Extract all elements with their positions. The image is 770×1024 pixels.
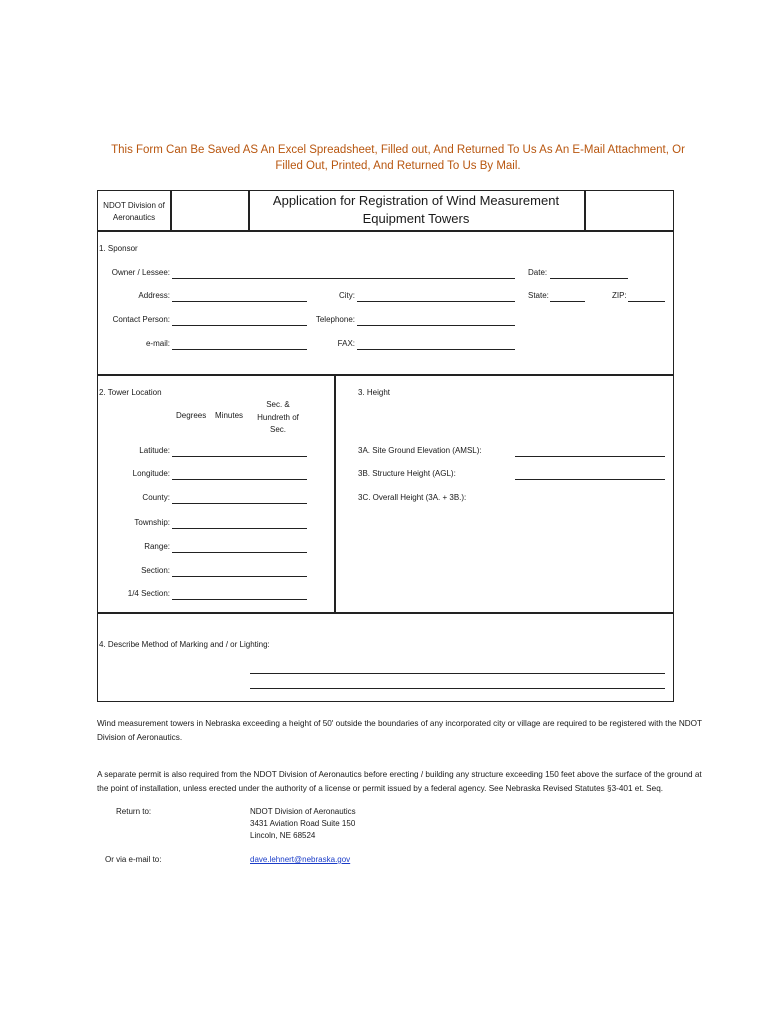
registration-requirement-text: Wind measurement towers in Nebraska exceeding a height of 50' outside the boundaries of any incorporated city or village are required to be registered with the NDOT Division of Aeronautics. <box>97 719 702 742</box>
sponsor-section <box>97 230 674 376</box>
city-label: City: <box>339 291 355 300</box>
email-to-label: Or via e-mail to: <box>105 855 162 864</box>
telephone-field[interactable] <box>357 325 515 326</box>
header-blank-cell <box>170 190 250 232</box>
telephone-label: Telephone: <box>315 315 355 324</box>
county-field[interactable] <box>172 503 307 504</box>
address-field[interactable] <box>172 301 307 302</box>
permit-requirement-text: A separate permit is also required from the NDOT Division of Aeronautics before erecting / building any structure exceeding 150 feet above the surface of the ground at the point of installation, unless erected under the authority of a license or permit issued by a federal agency. See Nebraska Revised Statutes §3-401 et. Seq. <box>97 770 702 793</box>
latitude-label: Latitude: <box>139 446 170 455</box>
page-title: Application for Registration of Wind Measurement Equipment Towers <box>272 193 560 226</box>
tower-location-heading: 2. Tower Location <box>99 388 162 397</box>
seconds-header: Sec. & Hundreth of Sec. <box>257 400 299 434</box>
range-label: Range: <box>144 542 170 551</box>
structure-height-label: 3B. Structure Height (AGL): <box>358 469 456 478</box>
site-ground-field[interactable] <box>515 456 665 457</box>
height-heading: 3. Height <box>358 388 391 397</box>
address-label: Address: <box>138 291 170 300</box>
quarter-section-label: 1/4 Section: <box>127 589 170 598</box>
date-field[interactable] <box>550 278 628 279</box>
zip-label: ZIP: <box>612 291 627 300</box>
state-label: State: <box>528 291 549 300</box>
marking-field-line-2[interactable] <box>250 688 665 689</box>
return-address-line-1: NDOT Division of Aeronautics <box>250 807 356 816</box>
return-to-label: Return to: <box>116 807 152 816</box>
zip-field[interactable] <box>628 301 665 302</box>
degrees-header: Degrees <box>176 411 207 420</box>
township-label: Township: <box>134 518 170 527</box>
county-label: County: <box>142 493 170 502</box>
contact-person-label: Contact Person: <box>112 315 170 324</box>
return-address-line-2: 3431 Aviation Road Suite 150 <box>250 819 356 828</box>
marking-heading: 4. Describe Method of Marking and / or Lighting: <box>99 640 270 649</box>
range-field[interactable] <box>172 552 307 553</box>
fax-label: FAX: <box>337 339 355 348</box>
quarter-section-field[interactable] <box>172 599 307 600</box>
email-label: e-mail: <box>145 339 170 348</box>
owner-field[interactable] <box>172 278 515 279</box>
city-field[interactable] <box>357 301 515 302</box>
marking-field-line-1[interactable] <box>250 673 665 674</box>
contact-person-field[interactable] <box>172 325 307 326</box>
owner-label: Owner / Lessee: <box>111 268 170 277</box>
contact-email-link[interactable]: dave.lehnert@nebraska.gov <box>250 855 351 864</box>
section-field[interactable] <box>172 576 307 577</box>
return-address-line-3: Lincoln, NE 68524 <box>250 831 316 840</box>
site-ground-label: 3A. Site Ground Elevation (AMSL): <box>358 446 482 455</box>
state-field[interactable] <box>550 301 585 302</box>
longitude-label: Longitude: <box>132 469 170 478</box>
structure-height-field[interactable] <box>515 479 665 480</box>
sponsor-heading: 1. Sponsor <box>99 244 138 253</box>
org-name: NDOT Division of Aeronautics <box>103 201 165 222</box>
form-notice: This Form Can Be Saved AS An Excel Spreadsheet, Filled out, And Returned To Us As An E-Mail Attachment, Or Filled Out, Printed, And Returned To Us By Mail. <box>111 144 685 172</box>
township-field[interactable] <box>172 528 307 529</box>
overall-height-label: 3C. Overall Height (3A. + 3B.): <box>358 493 467 502</box>
minutes-header: Minutes <box>215 411 244 420</box>
email-field[interactable] <box>172 349 307 350</box>
date-label: Date: <box>528 268 548 277</box>
section-label: Section: <box>141 566 170 575</box>
fax-field[interactable] <box>357 349 515 350</box>
header-right-cell <box>584 190 674 232</box>
longitude-field[interactable] <box>172 479 307 480</box>
latitude-field[interactable] <box>172 456 307 457</box>
